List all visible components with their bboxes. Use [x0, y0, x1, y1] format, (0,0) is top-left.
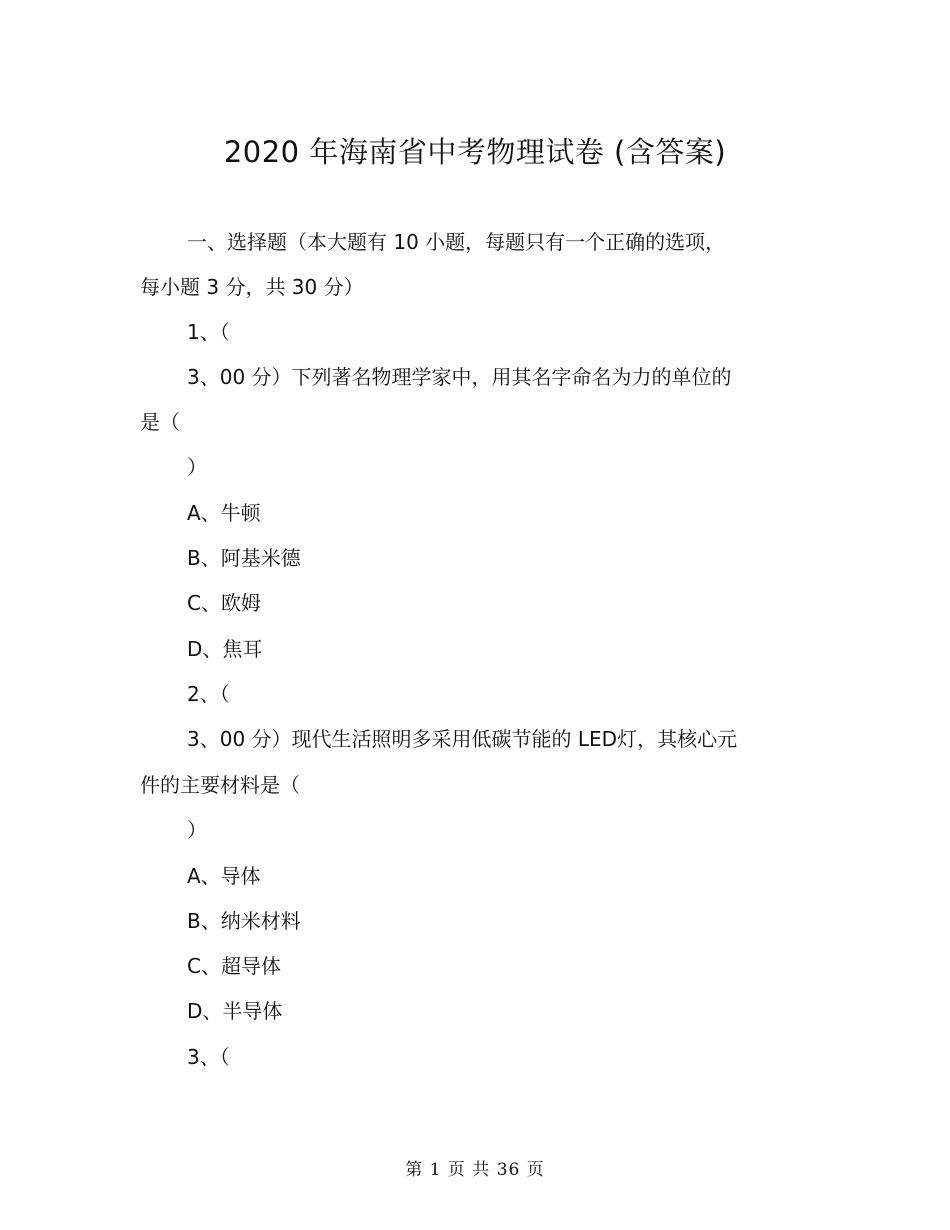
page-footer: 第 1 页 共 36 页 [405, 1160, 545, 1180]
question-close-paren: ） [187, 455, 207, 479]
option-d: D、焦耳 [187, 637, 263, 661]
document-title: 2020 年海南省中考物理试卷 (含答案) [223, 135, 727, 169]
question-stem-line-1: 3、00 分）现代生活照明多采用低碳节能的 LED灯，其核心元 [187, 727, 738, 751]
option-b: B、阿基米德 [187, 546, 301, 570]
option-a: A、导体 [187, 864, 261, 888]
question-number: 3、（ [187, 1045, 230, 1069]
question-close-paren: ） [187, 818, 207, 842]
question-number: 2、（ [187, 682, 230, 706]
section-header-line-1: 一、选择题（本大题有 10 小题，每题只有一个正确的选项， [187, 230, 726, 254]
option-a: A、牛顿 [187, 501, 261, 525]
option-d: D、半导体 [187, 999, 283, 1023]
option-b: B、纳米材料 [187, 909, 301, 933]
section-header-line-2: 每小题 3 分，共 30 分） [140, 275, 364, 299]
question-stem-line-1: 3、00 分）下列著名物理学家中，用其名字命名为力的单位的 [187, 365, 732, 389]
option-c: C、欧姆 [187, 591, 261, 615]
question-stem-line-2: 是（ [140, 410, 180, 434]
question-stem-line-2: 件的主要材料是（ [140, 773, 300, 797]
question-number: 1、（ [187, 320, 230, 344]
option-c: C、超导体 [187, 954, 281, 978]
